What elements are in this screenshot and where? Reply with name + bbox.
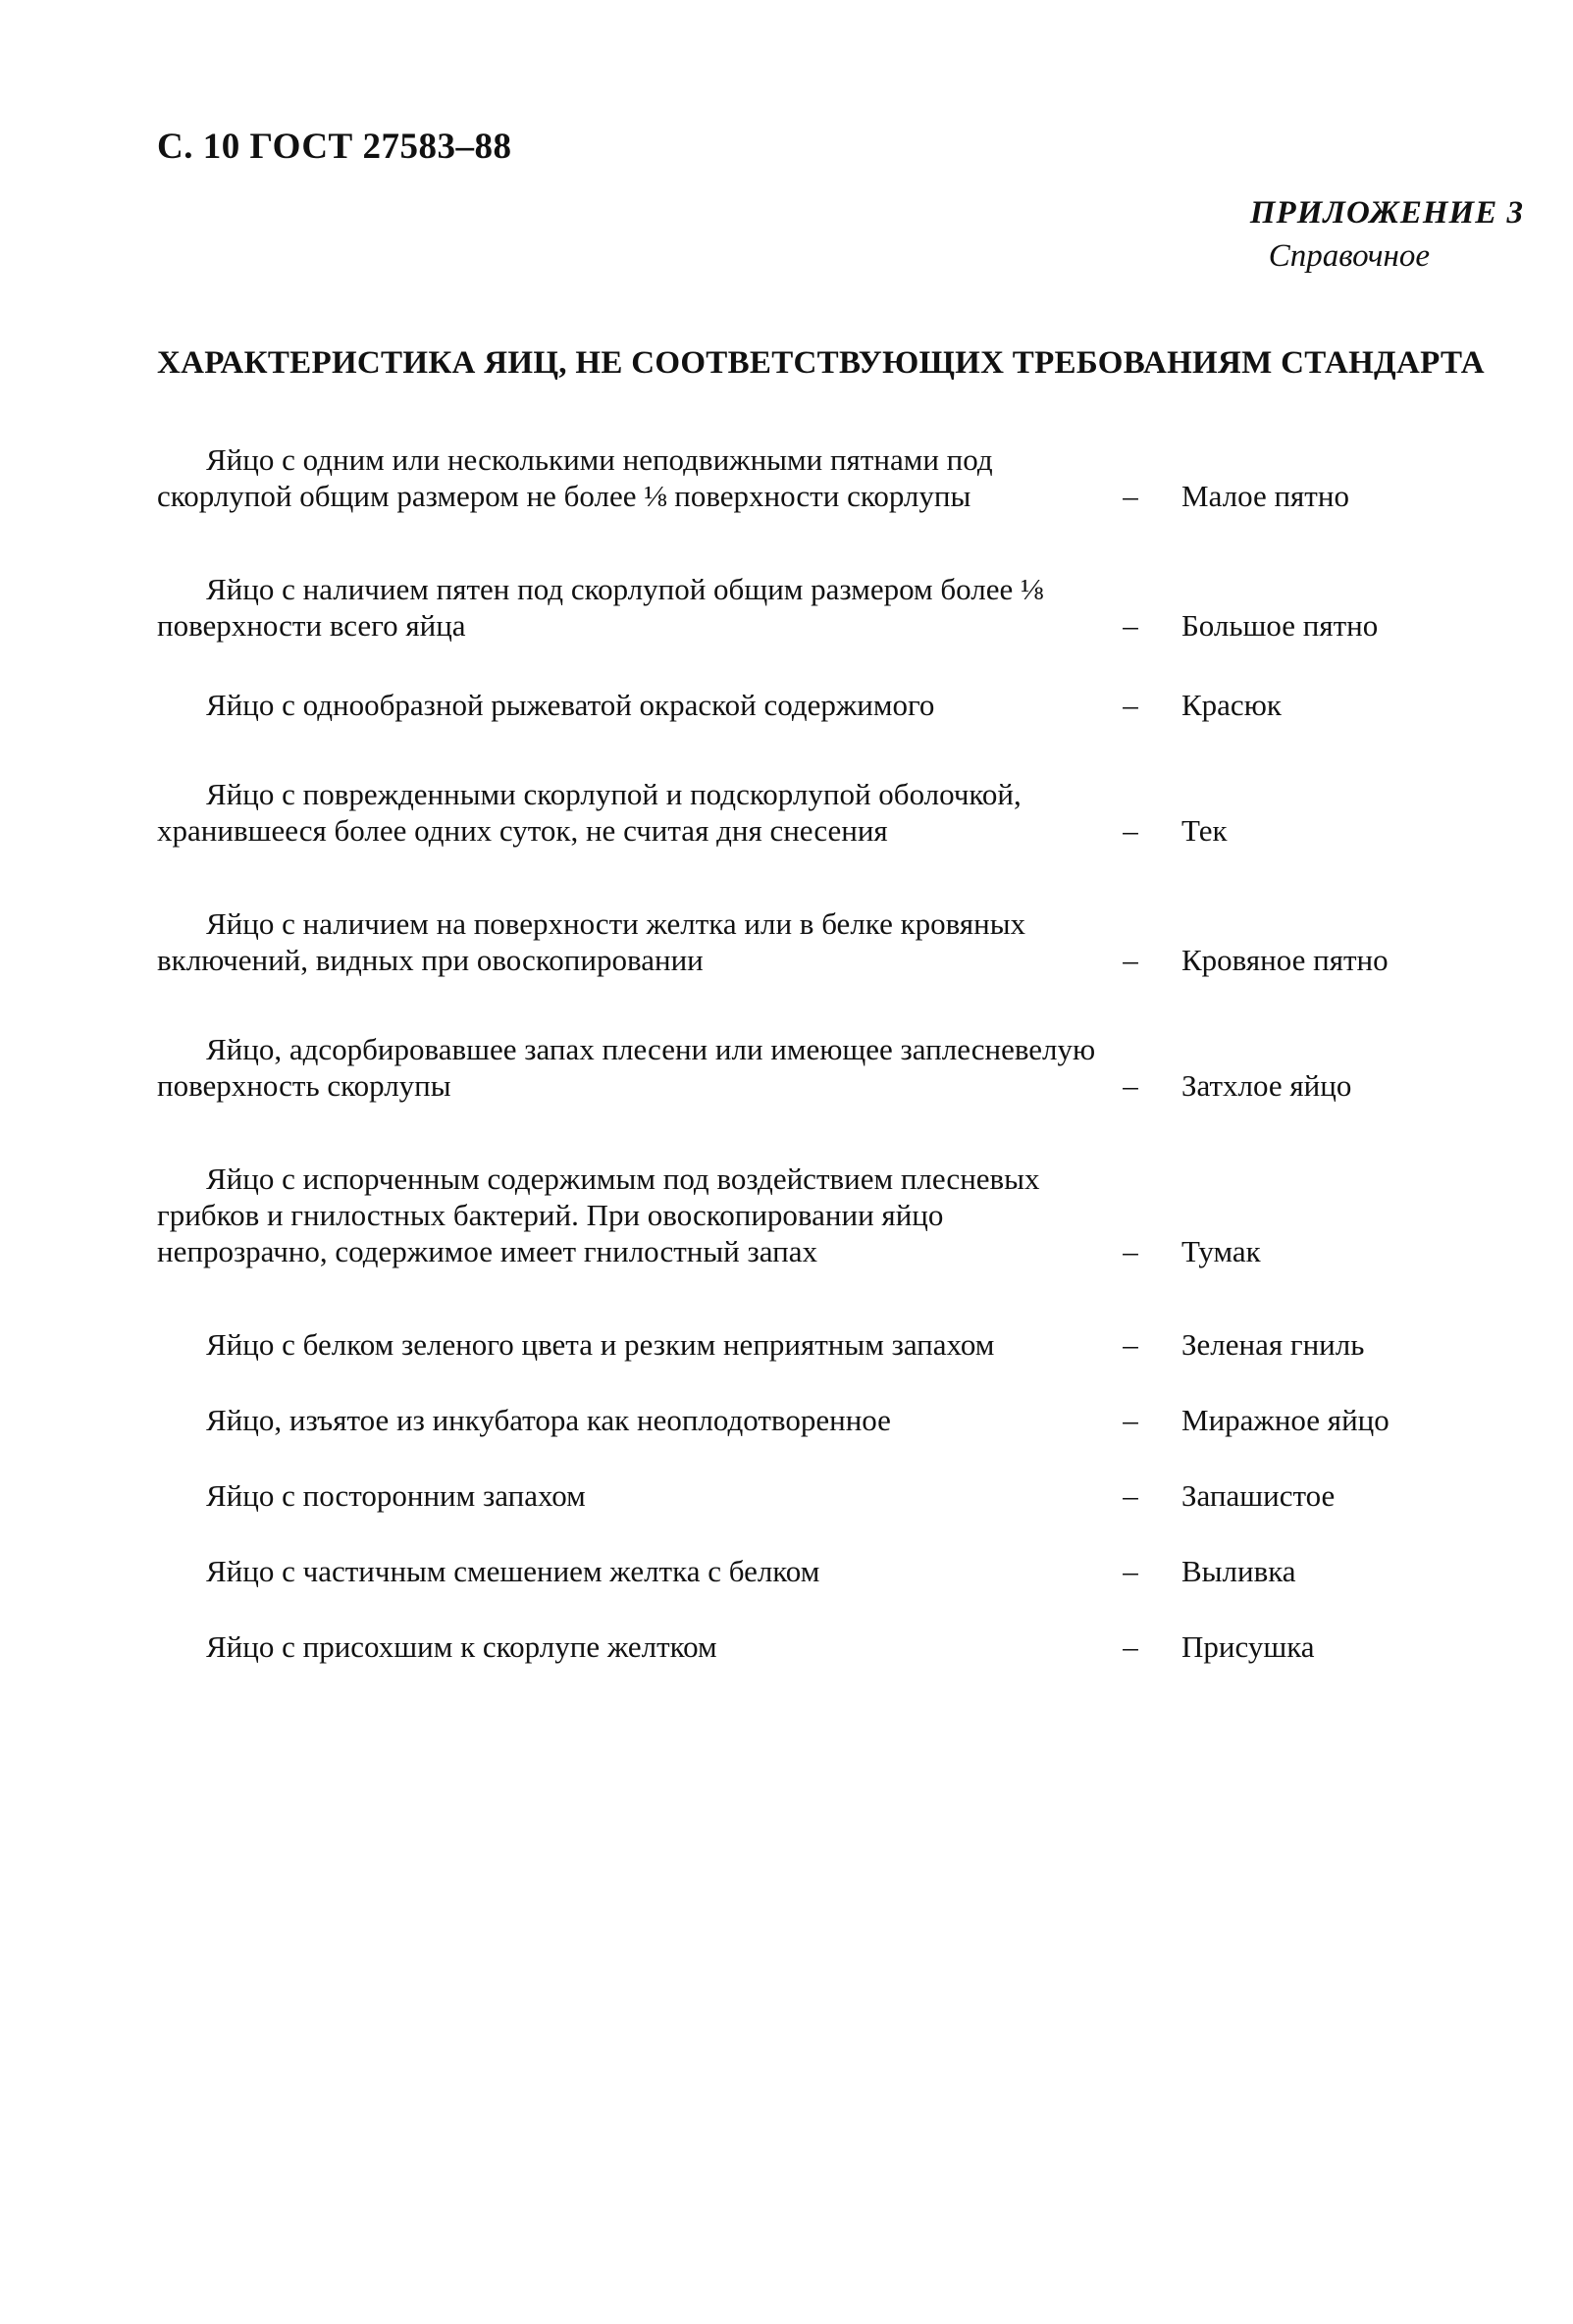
entry-dash: – [1123,608,1138,643]
entry-description: Яйцо с наличием на поверхности желтка или в белке кровяных включений, видных при овоскопировании [157,906,1026,977]
entry-description: Яйцо с одним или несколькими неподвижными пятнами под скорлупой общим размером не более ⅛ поверхности скорлупы [157,442,993,513]
entry-term: Выливка [1181,1554,1296,1588]
entry-description: Яйцо с наличием пятен под скорлупой общим размером более ⅛ поверхности всего яйца [157,572,1044,643]
entry-term: Запашистое [1181,1478,1336,1513]
definition-entry [157,571,1433,644]
definition-entry [157,441,1433,514]
entry-term: Присушка [1181,1629,1315,1664]
entry-term: Малое пятно [1181,479,1349,513]
definition-entry [157,1402,1433,1438]
definition-entry [157,1031,1433,1104]
entry-description: Яйцо с поврежденными скорлупой и подскорлупой оболочкой, хранившееся более одних суток, не считая дня снесения [157,777,1022,848]
definition-entry [157,687,1433,723]
appendix-subtitle: Справочное [1268,238,1430,274]
definition-entry [157,1628,1433,1665]
entry-description: Яйцо с присохшим к скорлупе желтком [206,1629,717,1664]
entry-term: Кровяное пятно [1181,943,1389,977]
appendix-title: ПРИЛОЖЕНИЕ 3 [1249,195,1524,231]
entry-dash: – [1123,1554,1138,1588]
entry-term: Зеленая гниль [1181,1327,1365,1362]
entry-dash: – [1123,1068,1138,1103]
entry-description: Яйцо с испорченным содержимым под воздействием плесневых грибков и гнилостных бактерий. При овоскопировании яйцо непрозрачно, содержимое имеет гнилостный запах [157,1162,1040,1268]
entry-dash: – [1123,1234,1138,1268]
entry-dash: – [1123,943,1138,977]
entry-description: Яйцо с посторонним запахом [206,1478,586,1513]
entry-term: Большое пятно [1181,608,1379,643]
entry-description: Яйцо с частичным смешением желтка с белком [206,1554,820,1588]
entry-dash: – [1123,813,1138,848]
document-title: ХАРАКТЕРИСТИКА ЯИЦ, НЕ СООТВЕТСТВУЮЩИХ ТРЕБОВАНИЯМ СТАНДАРТА [157,345,1485,381]
entry-dash: – [1123,1478,1138,1513]
entry-description: Яйцо, изъятое из инкубатора как неоплодотворенное [206,1403,891,1437]
entry-term: Красюк [1181,688,1282,722]
entry-term: Затхлое яйцо [1181,1068,1352,1103]
definition-entry [157,1326,1433,1363]
entry-dash: – [1123,1327,1138,1362]
entry-dash: – [1123,688,1138,722]
entry-dash: – [1123,1403,1138,1437]
definition-entry [157,905,1433,978]
entry-term: Тумак [1181,1234,1261,1268]
entry-description: Яйцо с однообразной рыжеватой окраской содержимого [206,688,935,722]
definition-entry [157,1477,1433,1514]
definition-entry [157,1161,1433,1269]
entry-term: Миражное яйцо [1181,1403,1389,1437]
definition-entry [157,776,1433,849]
entry-dash: – [1123,479,1138,513]
definitions-list [157,441,1433,1665]
entry-dash: – [1123,1629,1138,1664]
entry-description: Яйцо с белком зеленого цвета и резким неприятным запахом [206,1327,995,1362]
entry-term: Тек [1181,813,1228,848]
definition-entry [157,1553,1433,1589]
appendix-label [1250,191,1524,278]
entry-description: Яйцо, адсорбировавшее запах плесени или имеющее заплесневелую поверхность скорлупы [157,1032,1096,1103]
page-header: С. 10 ГОСТ 27583–88 [157,127,512,167]
